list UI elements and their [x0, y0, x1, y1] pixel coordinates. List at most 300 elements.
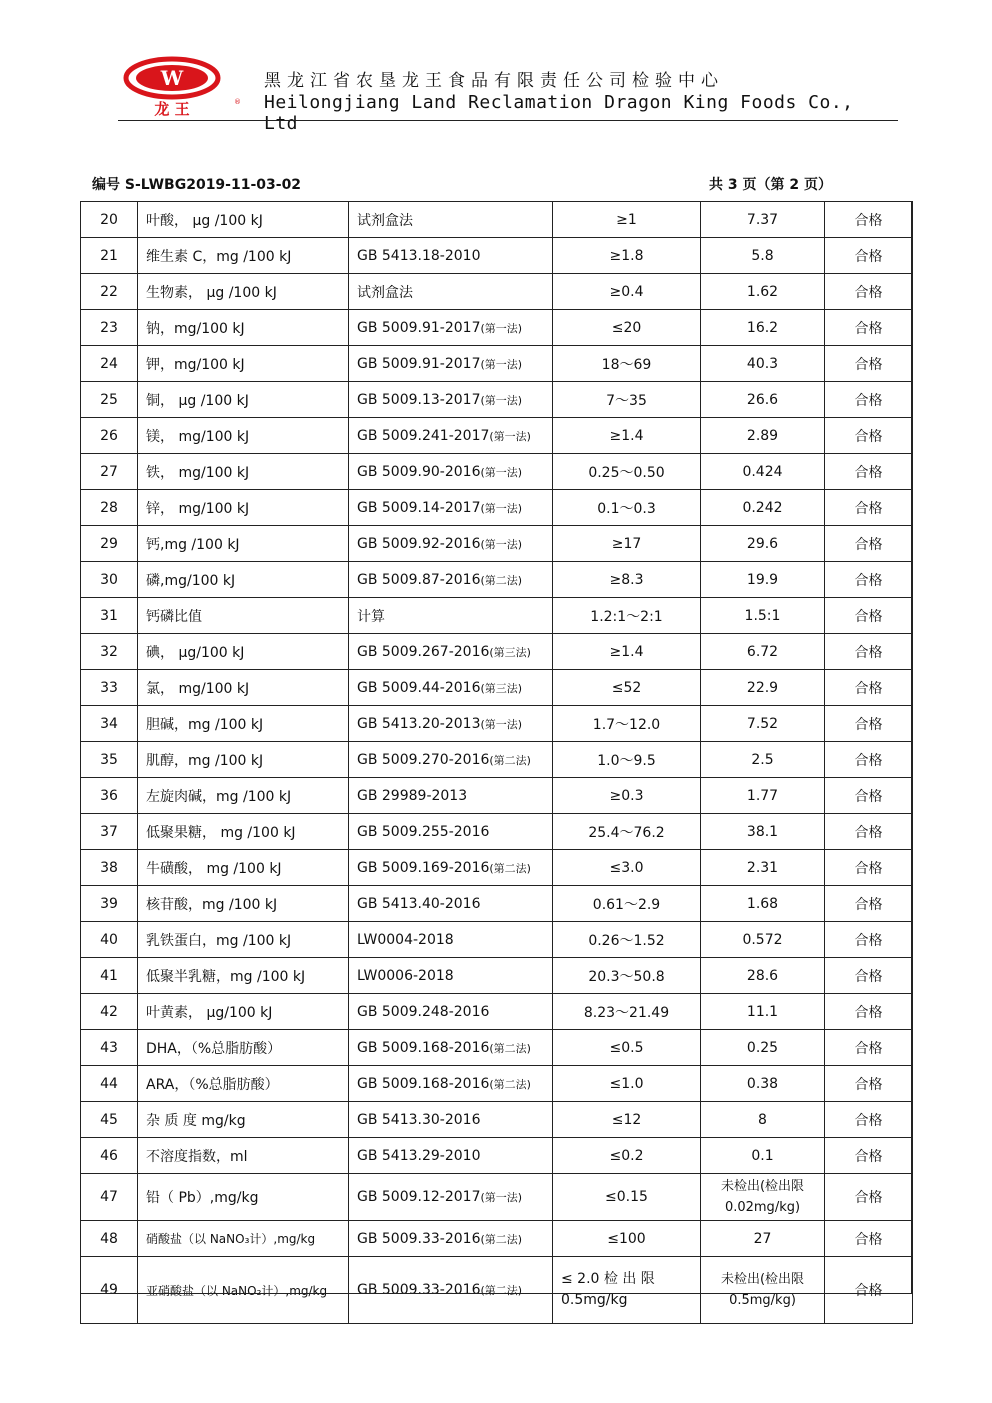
cell-result [701, 1221, 825, 1257]
cell-result [701, 958, 825, 994]
test-item: 亚硝酸盐（以 NaNO₂计）,mg/kg [146, 1283, 328, 1298]
judgement: 合格 [854, 1190, 883, 1206]
row-number: 39 [100, 895, 118, 912]
requirement: 7～35 [606, 392, 647, 409]
test-result: 未检出(检出限 0.5mg/kg) [720, 1272, 805, 1308]
method-note: (第一法) [480, 357, 523, 371]
requirement: ≤0.2 [609, 1147, 644, 1164]
cell-judgement [825, 346, 913, 382]
row-number: 41 [100, 967, 118, 984]
cell-number [81, 1138, 138, 1174]
cell-result [701, 886, 825, 922]
requirement: ≤ 2.0 检 出 限 0.5mg/kg [561, 1271, 655, 1308]
header-divider [118, 120, 898, 121]
method-note: (第二法) [480, 1284, 523, 1297]
cell-result [701, 274, 825, 310]
test-result: 未检出(检出限 0.02mg/kg) [720, 1179, 805, 1215]
table-row [81, 202, 913, 238]
test-method: GB 5009.241-2017 [357, 427, 490, 444]
cell-result [701, 706, 825, 742]
row-number: 40 [100, 931, 118, 948]
test-item: DHA，（%总脂肪酸） [146, 1040, 282, 1057]
cell-requirement [553, 742, 701, 778]
cell-requirement [553, 634, 701, 670]
cell-item [138, 1138, 349, 1174]
judgement: 合格 [854, 932, 883, 949]
judgement: 合格 [854, 500, 883, 517]
cell-number [81, 994, 138, 1030]
cell-method [349, 1066, 553, 1102]
cell-number [81, 1102, 138, 1138]
test-result: 2.31 [746, 859, 779, 876]
test-result: 29.6 [746, 535, 779, 552]
requirement: 8.23～21.49 [583, 1004, 670, 1021]
test-result: 2.89 [746, 427, 779, 444]
cell-requirement [553, 562, 701, 598]
judgement: 合格 [854, 752, 883, 769]
cell-judgement [825, 994, 913, 1030]
judgement: 合格 [854, 212, 883, 229]
row-number: 34 [100, 715, 118, 732]
judgement: 合格 [854, 716, 883, 733]
cell-item [138, 634, 349, 670]
test-method: 试剂盒法 [357, 284, 413, 301]
document-number: 编号 S-LWBG2019-11-03-02 [92, 177, 302, 193]
test-item: 镁， mg/100 kJ [146, 428, 250, 445]
cell-item [138, 238, 349, 274]
table-row [81, 1221, 913, 1257]
cell-method [349, 922, 553, 958]
table-row [81, 886, 913, 922]
cell-requirement [553, 706, 701, 742]
test-item: 维生素 C，mg /100 kJ [146, 248, 292, 265]
cell-method [349, 238, 553, 274]
method-note: (第二法) [489, 1041, 531, 1055]
cell-result [701, 670, 825, 706]
method-note: (第一法) [480, 537, 523, 551]
judgement: 合格 [854, 1148, 883, 1165]
row-number: 35 [100, 751, 118, 768]
judgement: 合格 [854, 428, 883, 445]
cell-result [701, 850, 825, 886]
cell-item [138, 274, 349, 310]
cell-judgement [825, 382, 913, 418]
method-note: (第一法) [480, 393, 523, 407]
test-result: 2.5 [751, 751, 774, 768]
test-method: GB 5009.44-2016 [357, 679, 481, 696]
judgement: 合格 [854, 860, 883, 877]
test-result: 38.1 [746, 823, 779, 840]
row-number: 22 [100, 283, 118, 300]
row-number: 36 [100, 787, 118, 804]
logo-text: 龙 王 [154, 100, 190, 118]
cell-item [138, 850, 349, 886]
cell-judgement [825, 1174, 913, 1221]
row-number: 48 [100, 1230, 118, 1247]
table-row [81, 742, 913, 778]
cell-method [349, 1257, 553, 1324]
cell-result [701, 1102, 825, 1138]
cell-method [349, 706, 553, 742]
cell-requirement [553, 958, 701, 994]
row-number: 29 [100, 535, 118, 552]
test-method: GB 5009.14-2017 [357, 499, 481, 516]
cell-item [138, 1174, 349, 1221]
cell-judgement [825, 1257, 913, 1324]
table-row [81, 1138, 913, 1174]
requirement: 0.26～1.52 [588, 932, 665, 949]
row-number: 45 [100, 1111, 118, 1128]
method-note: (第二法) [489, 1077, 531, 1091]
cell-method [349, 418, 553, 454]
test-item: 锌， mg/100 kJ [146, 500, 250, 517]
cell-method [349, 598, 553, 634]
cell-requirement [553, 526, 701, 562]
cell-result [701, 454, 825, 490]
test-method: GB 5009.168-2016 [357, 1075, 490, 1092]
test-item: 氯， mg/100 kJ [146, 680, 250, 697]
requirement: 0.1～0.3 [597, 500, 656, 517]
judgement: 合格 [854, 608, 883, 625]
test-item: 胆碱，mg /100 kJ [146, 716, 264, 733]
cell-method [349, 814, 553, 850]
cell-item [138, 598, 349, 634]
cell-item [138, 1030, 349, 1066]
row-number: 20 [100, 211, 118, 228]
requirement: ≥1.8 [609, 247, 644, 264]
row-number: 23 [100, 319, 118, 336]
cell-item [138, 526, 349, 562]
table-row [81, 562, 913, 598]
test-item: 铜， μg /100 kJ [146, 392, 249, 409]
requirement: ≤3.0 [609, 859, 644, 876]
cell-method [349, 886, 553, 922]
cell-number [81, 526, 138, 562]
cell-judgement [825, 202, 913, 238]
cell-judgement [825, 274, 913, 310]
cell-requirement [553, 454, 701, 490]
cell-method [349, 490, 553, 526]
cell-method [349, 310, 553, 346]
cell-number [81, 1066, 138, 1102]
cell-number [81, 670, 138, 706]
cell-result [701, 1066, 825, 1102]
test-method: GB 29989-2013 [357, 787, 468, 804]
table-row [81, 634, 913, 670]
method-note: (第三法) [480, 681, 523, 695]
cell-judgement [825, 958, 913, 994]
cell-number [81, 310, 138, 346]
judgement: 合格 [854, 464, 883, 481]
cell-number [81, 706, 138, 742]
cell-item [138, 742, 349, 778]
cell-requirement [553, 1221, 701, 1257]
row-number: 47 [100, 1189, 118, 1205]
cell-judgement [825, 670, 913, 706]
test-method: GB 5009.255-2016 [357, 823, 490, 840]
test-item: 钙,mg /100 kJ [146, 536, 240, 553]
method-note: (第二法) [480, 1232, 523, 1246]
requirement: ≥17 [611, 535, 642, 552]
cell-requirement [553, 238, 701, 274]
cell-judgement [825, 1066, 913, 1102]
test-method: GB 5009.92-2016 [357, 535, 481, 552]
test-result: 1.5:1 [744, 607, 781, 624]
cell-judgement [825, 490, 913, 526]
cell-method [349, 202, 553, 238]
requirement: 0.25～0.50 [588, 464, 665, 481]
test-item: 杂 质 度 mg/kg [146, 1112, 246, 1129]
table-row [81, 850, 913, 886]
requirement: ≥0.3 [609, 787, 644, 804]
cell-judgement [825, 1221, 913, 1257]
test-method: LW0006-2018 [357, 967, 454, 984]
requirement: ≥1 [616, 211, 637, 228]
cell-result [701, 526, 825, 562]
judgement: 合格 [854, 896, 883, 913]
test-results-table [80, 201, 913, 1324]
test-item: 叶黄素， μg/100 kJ [146, 1004, 273, 1021]
table-row [81, 706, 913, 742]
requirement: ≥1.4 [609, 427, 644, 444]
cell-number [81, 1030, 138, 1066]
cell-result [701, 778, 825, 814]
cell-item [138, 346, 349, 382]
cell-number [81, 1174, 138, 1221]
table-row [81, 994, 913, 1030]
judgement: 合格 [854, 572, 883, 589]
row-number: 25 [100, 391, 118, 408]
cell-method [349, 346, 553, 382]
cell-result [701, 310, 825, 346]
test-result: 22.9 [746, 679, 779, 696]
table-row [81, 418, 913, 454]
cell-number [81, 922, 138, 958]
cell-requirement [553, 418, 701, 454]
test-method: 计算 [357, 608, 385, 625]
cell-number [81, 1257, 138, 1324]
judgement: 合格 [854, 1004, 883, 1021]
cell-number [81, 814, 138, 850]
test-result: 27 [753, 1230, 772, 1247]
cell-number [81, 742, 138, 778]
cell-number [81, 958, 138, 994]
cell-result [701, 994, 825, 1030]
test-method: GB 5009.13-2017 [357, 391, 481, 408]
test-result: 40.3 [746, 355, 779, 372]
cell-judgement [825, 454, 913, 490]
cell-result [701, 238, 825, 274]
method-note: (第一法) [480, 1191, 523, 1204]
table-row [81, 1066, 913, 1102]
test-item: 铅（ Pb）,mg/kg [146, 1190, 259, 1206]
test-result: 6.72 [746, 643, 779, 660]
requirement: ≤20 [611, 319, 642, 336]
test-result: 26.6 [746, 391, 779, 408]
cell-judgement [825, 634, 913, 670]
cell-result [701, 814, 825, 850]
test-item: 牛磺酸， mg /100 kJ [146, 860, 282, 877]
cell-method [349, 634, 553, 670]
requirement: ≥8.3 [609, 571, 644, 588]
cell-requirement [553, 1102, 701, 1138]
cell-result [701, 346, 825, 382]
test-result: 7.52 [746, 715, 779, 732]
cell-item [138, 706, 349, 742]
cell-item [138, 1257, 349, 1324]
row-number: 28 [100, 499, 118, 516]
requirement: 1.7～12.0 [592, 716, 661, 733]
cell-requirement [553, 1030, 701, 1066]
judgement: 合格 [854, 644, 883, 661]
requirement: ≥1.4 [609, 643, 644, 660]
requirement: ≤12 [611, 1111, 642, 1128]
cell-requirement [553, 922, 701, 958]
requirement: ≥0.4 [609, 283, 644, 300]
cell-item [138, 814, 349, 850]
test-result: 19.9 [746, 571, 779, 588]
cell-result [701, 1138, 825, 1174]
test-item: 叶酸， μg /100 kJ [146, 212, 263, 229]
cell-judgement [825, 814, 913, 850]
test-item: 磷,mg/100 kJ [146, 572, 236, 589]
cell-method [349, 994, 553, 1030]
cell-requirement [553, 886, 701, 922]
page-indicator: 共 3 页（第 2 页） [709, 177, 832, 193]
judgement: 合格 [854, 824, 883, 841]
row-number: 44 [100, 1075, 118, 1092]
judgement: 合格 [854, 536, 883, 553]
test-method: GB 5413.20-2013 [357, 715, 481, 732]
test-method: 试剂盒法 [357, 212, 413, 229]
table-row [81, 1257, 913, 1324]
test-item: 钙磷比值 [146, 608, 202, 625]
judgement: 合格 [854, 392, 883, 409]
cell-judgement [825, 310, 913, 346]
test-item: 钾，mg/100 kJ [146, 356, 245, 373]
cell-number [81, 1221, 138, 1257]
test-result: 7.37 [746, 211, 779, 228]
cell-item [138, 1221, 349, 1257]
cell-method [349, 274, 553, 310]
cell-item [138, 886, 349, 922]
cell-judgement [825, 598, 913, 634]
cell-judgement [825, 418, 913, 454]
cell-judgement [825, 850, 913, 886]
cell-method [349, 562, 553, 598]
table-row [81, 1030, 913, 1066]
judgement: 合格 [854, 1231, 883, 1248]
test-method: GB 5009.90-2016 [357, 463, 481, 480]
requirement: 25.4～76.2 [588, 824, 665, 841]
test-item: 核苷酸，mg /100 kJ [146, 896, 278, 913]
cell-number [81, 850, 138, 886]
cell-item [138, 310, 349, 346]
method-note: (第二法) [480, 573, 523, 587]
requirement: ≤100 [607, 1230, 646, 1247]
cell-result [701, 634, 825, 670]
cell-result [701, 742, 825, 778]
cell-method [349, 1138, 553, 1174]
requirement: 18～69 [601, 356, 652, 373]
row-number: 37 [100, 823, 118, 840]
cell-item [138, 994, 349, 1030]
row-number: 27 [100, 463, 118, 480]
table-row [81, 778, 913, 814]
test-result: 0.572 [742, 931, 783, 948]
cell-result [701, 598, 825, 634]
cell-item [138, 490, 349, 526]
test-method: GB 5009.168-2016 [357, 1039, 490, 1056]
test-result: 0.1 [751, 1147, 774, 1164]
method-note: (第一法) [489, 429, 531, 443]
cell-number [81, 598, 138, 634]
cell-item [138, 778, 349, 814]
method-note: (第二法) [489, 753, 531, 767]
cell-item [138, 454, 349, 490]
svg-text:®: ® [234, 98, 241, 106]
requirement: 1.2:1～2:1 [590, 608, 663, 625]
cell-result [701, 490, 825, 526]
cell-method [349, 670, 553, 706]
cell-item [138, 1102, 349, 1138]
cell-number [81, 634, 138, 670]
cell-number [81, 886, 138, 922]
method-note: (第一法) [480, 717, 523, 731]
test-method: GB 5009.33-2016 [357, 1230, 481, 1247]
org-name-cn: 黑龙江省农垦龙王食品有限责任公司检验中心 [264, 71, 724, 91]
test-method: GB 5009.12-2017 [357, 1189, 481, 1205]
cell-method [349, 382, 553, 418]
cell-requirement [553, 1066, 701, 1102]
cell-item [138, 1066, 349, 1102]
row-number: 30 [100, 571, 118, 588]
requirement: ≤0.5 [609, 1039, 644, 1056]
cell-judgement [825, 526, 913, 562]
requirement: 0.61～2.9 [592, 896, 661, 913]
cell-requirement [553, 490, 701, 526]
test-method: LW0004-2018 [357, 931, 454, 948]
table-row [81, 958, 913, 994]
test-item: ARA，（%总脂肪酸） [146, 1076, 279, 1093]
judgement: 合格 [854, 1283, 883, 1299]
table-row [81, 382, 913, 418]
test-result: 1.62 [746, 283, 779, 300]
cell-number [81, 454, 138, 490]
cell-requirement [553, 814, 701, 850]
cell-item [138, 382, 349, 418]
row-number: 49 [100, 1282, 118, 1298]
requirement: ≤52 [611, 679, 642, 696]
requirement: ≤0.15 [605, 1189, 648, 1205]
cell-requirement [553, 1138, 701, 1174]
test-result: 8 [758, 1111, 767, 1128]
cell-requirement [553, 202, 701, 238]
table-row [81, 1102, 913, 1138]
cell-requirement [553, 274, 701, 310]
table-row [81, 526, 913, 562]
cell-judgement [825, 1030, 913, 1066]
cell-method [349, 742, 553, 778]
cell-number [81, 418, 138, 454]
test-method: GB 5009.169-2016 [357, 859, 490, 876]
cell-item [138, 670, 349, 706]
cell-requirement [553, 382, 701, 418]
test-result: 5.8 [751, 247, 774, 264]
test-result: 0.25 [746, 1039, 779, 1056]
cell-method [349, 526, 553, 562]
test-result: 11.1 [746, 1003, 779, 1020]
